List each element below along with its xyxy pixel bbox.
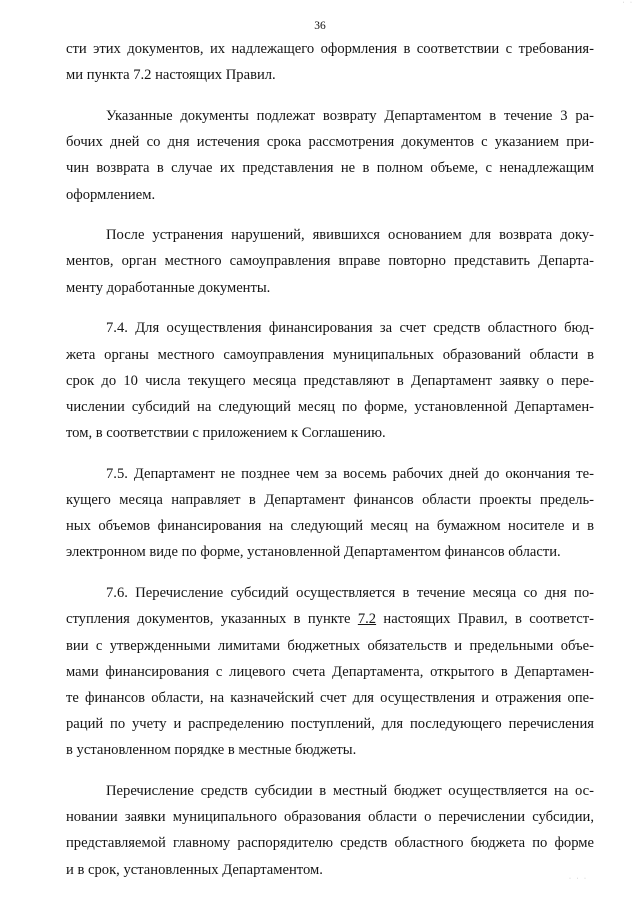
document-body bbox=[66, 36, 594, 897]
text-line: вии с утвержденными лимитами бюджетных обязательств и предельными объе- bbox=[66, 637, 594, 654]
text-line: чин возврата в случае их представления не в полном объеме, с ненадлежащим bbox=[66, 160, 594, 177]
text-line: менту доработанные документы. bbox=[66, 279, 271, 296]
text-line: сти этих документов, их надлежащего оформления в соответствии с требования- bbox=[66, 41, 594, 57]
text-line: ных объемов финансирования на следующий месяц на бумажном носителе и в bbox=[66, 518, 594, 535]
text-line: ми пункта 7.2 настоящих Правил. bbox=[66, 67, 276, 84]
text-line: оформлением. bbox=[66, 186, 156, 203]
paragraph-7-6 bbox=[66, 580, 594, 763]
text-line: кущего месяца направляет в Департамент финансов области проекты предель- bbox=[66, 492, 594, 509]
text-line bbox=[66, 606, 594, 632]
text-line: Указанные документы подлежат возврату Департаментом в течение 3 ра- bbox=[106, 107, 594, 124]
text-fragment: настоящих Правил, в соответст- bbox=[376, 611, 595, 628]
scan-mark-bottom: · · · bbox=[569, 876, 588, 882]
reference-link-7-2[interactable]: 7.2 bbox=[357, 611, 377, 628]
text-line: раций по учету и распределению поступлений, для последующего перечисления bbox=[66, 716, 594, 733]
text-line: новании заявки муниципального образования области о перечислении субсидии, bbox=[66, 809, 594, 826]
text-line: представляемой главному распорядителю средств областного бюджета по форме bbox=[66, 835, 594, 852]
scan-mark-top: · · bbox=[622, 0, 634, 6]
paragraph-7-5 bbox=[66, 461, 594, 566]
text-line: том, в соответствии с приложением к Соглашению. bbox=[66, 425, 386, 442]
text-line: Перечисление средств субсидии в местный бюджет осуществляется на ос- bbox=[106, 783, 594, 800]
text-line: электронном виде по форме, установленной Департаментом финансов области. bbox=[66, 544, 561, 561]
text-line: и в срок, установленных Департаментом. bbox=[66, 861, 323, 878]
text-line: 7.4. Для осуществления финансирования за счет средств областного бюд- bbox=[106, 320, 594, 337]
text-line: жета органы местного самоуправления муниципальных образований области в bbox=[66, 346, 594, 363]
text-fragment: ступления документов, указанных в пункте bbox=[66, 611, 358, 628]
page-number: 36 bbox=[314, 20, 326, 32]
paragraph-resubmission bbox=[66, 222, 594, 301]
text-line: 7.6. Перечисление субсидий осуществляется в течение месяца со дня по- bbox=[106, 585, 594, 602]
paragraph-return-documents bbox=[66, 103, 594, 208]
text-line: срок до 10 числа текущего месяца представляют в Департамент заявку о пере- bbox=[66, 372, 594, 389]
text-line: мами финансирования с лицевого счета Департамента, открытого в Департамен- bbox=[66, 663, 594, 680]
text-line: те финансов области, на казначейский счет для осуществления и отражения опе- bbox=[66, 689, 594, 706]
paragraph-7-4 bbox=[66, 315, 594, 446]
text-line: бочих дней со дня истечения срока рассмотрения документов с указанием при- bbox=[66, 134, 594, 151]
text-line: в установленном порядке в местные бюджеты. bbox=[66, 742, 357, 759]
paragraph-continuation bbox=[66, 36, 594, 88]
text-line: числении субсидий на следующий месяц по форме, установленной Департамен- bbox=[66, 398, 594, 415]
text-line: После устранения нарушений, явившихся основанием для возврата доку- bbox=[106, 227, 594, 244]
text-line: 7.5. Департамент не позднее чем за восемь рабочих дней до окончания те- bbox=[106, 465, 594, 482]
text-line: ментов, орган местного самоуправления вправе повторно представить Департа- bbox=[66, 253, 594, 270]
paragraph-subsidy-transfer bbox=[66, 778, 594, 883]
